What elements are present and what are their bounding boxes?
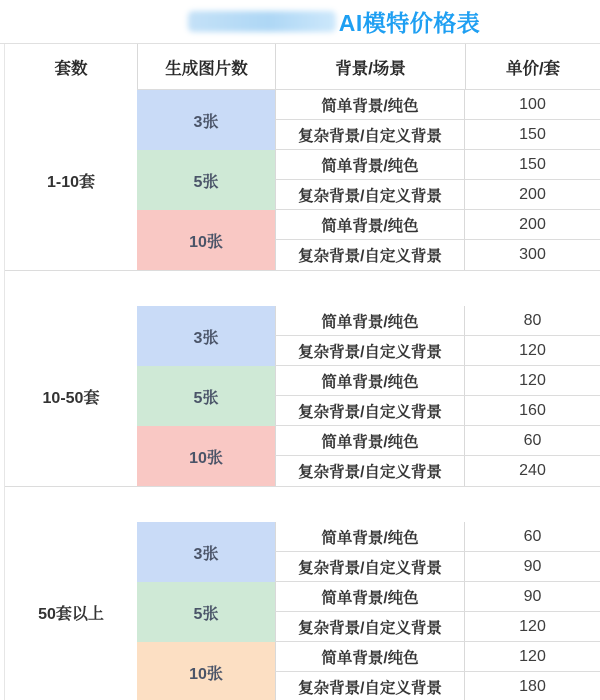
title-block xyxy=(188,5,481,38)
header-cell-sets: 套数 xyxy=(54,60,88,78)
image-count-cell: 3张 xyxy=(137,522,275,582)
section-gap xyxy=(5,487,600,522)
image-count-cell: 10张 xyxy=(137,426,275,486)
section-label: 1-10套 xyxy=(46,173,96,191)
image-count-cell: 10张 xyxy=(137,210,275,270)
scene-cell: 复杂背景/自定义背景 xyxy=(275,552,465,582)
scene-cell: 简单背景/纯色 xyxy=(275,366,465,396)
title-bar xyxy=(0,0,600,44)
header-row xyxy=(5,44,600,90)
section-label: 10-50套 xyxy=(42,389,100,407)
price-cell: 100 xyxy=(465,90,600,120)
price-cell: 240 xyxy=(519,462,546,479)
price-cell: 80 xyxy=(465,306,600,336)
price-cell: 150 xyxy=(465,150,600,180)
header-cell-image-count: 生成图片数 xyxy=(137,44,275,90)
scene-cell: 简单背景/纯色 xyxy=(275,306,465,336)
image-count-cell: 3张 xyxy=(137,90,275,150)
table-body xyxy=(5,90,600,700)
price-cell: 60 xyxy=(465,522,600,552)
price-cell: 120 xyxy=(465,642,600,672)
image-count-cell: 5张 xyxy=(137,150,275,210)
price-cell: 200 xyxy=(465,180,600,210)
price-cell: 60 xyxy=(465,426,600,456)
section-gap xyxy=(5,271,600,306)
price-cell: 180 xyxy=(519,678,546,695)
scene-cell: 简单背景/纯色 xyxy=(275,522,465,552)
scene-cell: 简单背景/纯色 xyxy=(275,150,465,180)
header-cell-unit-price: 单价/套 xyxy=(465,44,600,90)
scene-cell: 简单背景/纯色 xyxy=(275,210,465,240)
price-cell: 160 xyxy=(465,396,600,426)
price-cell: 90 xyxy=(465,582,600,612)
pricing-section xyxy=(5,90,600,271)
pricing-section xyxy=(5,522,600,700)
scene-cell: 简单背景/纯色 xyxy=(275,642,465,672)
scene-cell: 复杂背景/自定义背景 xyxy=(275,180,465,210)
scene-cell: 复杂背景/自定义背景 xyxy=(275,672,465,700)
scene-cell: 复杂背景/自定义背景 xyxy=(275,456,465,486)
image-count-cell: 10张 xyxy=(137,642,275,700)
price-table xyxy=(4,44,600,700)
scene-cell: 简单背景/纯色 xyxy=(275,90,465,120)
scene-cell: 简单背景/纯色 xyxy=(275,426,465,456)
section-label: 50套以上 xyxy=(38,605,104,623)
price-cell: 120 xyxy=(465,336,600,366)
pricing-section xyxy=(5,306,600,487)
scene-cell: 复杂背景/自定义背景 xyxy=(275,336,465,366)
scene-cell: 复杂背景/自定义背景 xyxy=(275,120,465,150)
price-cell: 200 xyxy=(465,210,600,240)
scene-cell: 复杂背景/自定义背景 xyxy=(275,396,465,426)
scene-cell: 简单背景/纯色 xyxy=(275,582,465,612)
image-count-cell: 5张 xyxy=(137,366,275,426)
price-cell: 150 xyxy=(465,120,600,150)
scene-cell: 复杂背景/自定义背景 xyxy=(275,612,465,642)
price-cell: 300 xyxy=(519,246,546,263)
price-cell: 120 xyxy=(465,366,600,396)
page-title: AI模特价格表 xyxy=(338,10,481,36)
price-cell: 90 xyxy=(465,552,600,582)
price-cell: 120 xyxy=(465,612,600,642)
redacted-brand-blur xyxy=(188,11,336,32)
image-count-cell: 3张 xyxy=(137,306,275,366)
header-cell-background: 背景/场景 xyxy=(275,44,465,90)
image-count-cell: 5张 xyxy=(137,582,275,642)
scene-cell: 复杂背景/自定义背景 xyxy=(275,240,465,270)
